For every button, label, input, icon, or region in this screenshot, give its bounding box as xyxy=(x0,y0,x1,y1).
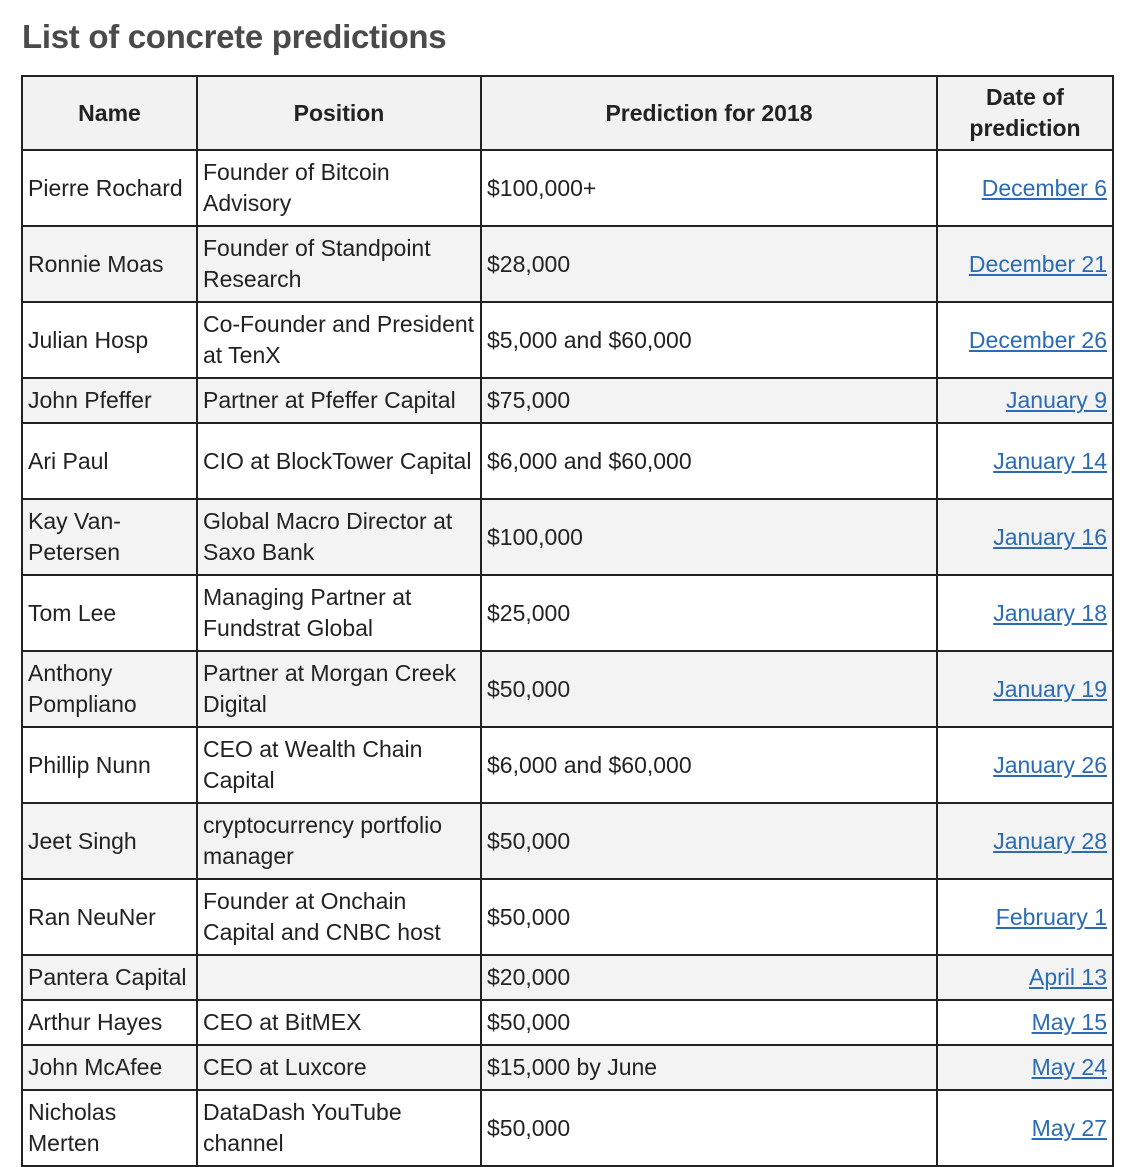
position-cell: Global Macro Director at Saxo Bank xyxy=(197,499,481,575)
date-link[interactable]: December 26 xyxy=(968,326,1107,353)
name-cell: Julian Hosp xyxy=(22,302,197,378)
date-link[interactable]: May 27 xyxy=(1031,1114,1107,1141)
prediction-cell: $6,000 and $60,000 xyxy=(481,727,937,803)
table-row xyxy=(22,423,1113,499)
date-link[interactable]: January 28 xyxy=(993,827,1107,854)
table-row xyxy=(22,302,1113,378)
date-link[interactable]: January 9 xyxy=(1005,387,1107,413)
position-cell: CEO at Wealth Chain Capital xyxy=(197,727,481,803)
name-cell: Pierre Rochard xyxy=(22,150,197,226)
name-cell: Pantera Capital xyxy=(22,955,197,1000)
date-link[interactable]: January 14 xyxy=(993,447,1107,474)
position-cell: Founder of Bitcoin Advisory xyxy=(197,150,481,226)
table-row xyxy=(22,575,1113,651)
name-cell: Anthony Pompliano xyxy=(22,651,197,727)
name-cell: Kay Van-Petersen xyxy=(22,499,197,575)
date-cell xyxy=(937,651,1113,727)
name-cell: Ran NeuNer xyxy=(22,879,197,955)
prediction-cell: $20,000 xyxy=(481,955,937,1000)
column-header-name: Name xyxy=(22,76,197,150)
position-cell: cryptocurrency portfolio manager xyxy=(197,803,481,879)
column-header-position: Position xyxy=(197,76,481,150)
position-cell: CEO at BitMEX xyxy=(197,1000,481,1045)
date-cell xyxy=(937,302,1113,378)
name-cell: John McAfee xyxy=(22,1045,197,1090)
prediction-cell: $28,000 xyxy=(481,226,937,302)
prediction-cell: $50,000 xyxy=(481,651,937,727)
date-cell xyxy=(937,378,1113,423)
position-cell xyxy=(197,955,481,1000)
position-cell: DataDash YouTube channel xyxy=(197,1090,481,1166)
position-cell: Founder at Onchain Capital and CNBC host xyxy=(197,879,481,955)
position-cell: Co-Founder and President at TenX xyxy=(197,302,481,378)
date-cell xyxy=(937,423,1113,499)
position-cell: Partner at Pfeffer Capital xyxy=(197,378,481,423)
prediction-cell: $5,000 and $60,000 xyxy=(481,302,937,378)
date-link[interactable]: May 15 xyxy=(1031,1009,1107,1035)
prediction-cell: $100,000+ xyxy=(481,150,937,226)
predictions-table xyxy=(21,75,1114,1167)
name-cell: Jeet Singh xyxy=(22,803,197,879)
table-row xyxy=(22,803,1113,879)
prediction-cell: $50,000 xyxy=(481,1090,937,1166)
page-title: List of concrete predictions xyxy=(22,18,447,55)
prediction-cell: $50,000 xyxy=(481,879,937,955)
table-row xyxy=(22,226,1113,302)
name-cell: John Pfeffer xyxy=(22,378,197,423)
date-cell xyxy=(937,499,1113,575)
date-link[interactable]: January 18 xyxy=(993,599,1107,626)
date-cell xyxy=(937,1000,1113,1045)
prediction-cell: $75,000 xyxy=(481,378,937,423)
prediction-cell: $25,000 xyxy=(481,575,937,651)
date-cell xyxy=(937,1090,1113,1166)
date-cell xyxy=(937,803,1113,879)
table-header-row xyxy=(22,76,1113,150)
date-link[interactable]: December 6 xyxy=(981,174,1107,201)
table-body xyxy=(22,150,1113,1166)
date-link[interactable]: December 21 xyxy=(968,250,1107,277)
position-cell: CIO at BlockTower Capital xyxy=(197,423,481,499)
prediction-cell: $100,000 xyxy=(481,499,937,575)
date-link[interactable]: January 26 xyxy=(993,751,1107,778)
name-cell: Nicholas Merten xyxy=(22,1090,197,1166)
name-cell: Phillip Nunn xyxy=(22,727,197,803)
name-cell: Tom Lee xyxy=(22,575,197,651)
table-row xyxy=(22,651,1113,727)
prediction-cell: $50,000 xyxy=(481,1000,937,1045)
table-row xyxy=(22,499,1113,575)
date-cell xyxy=(937,226,1113,302)
date-cell xyxy=(937,955,1113,1000)
date-cell xyxy=(937,1045,1113,1090)
position-cell: Managing Partner at Fundstrat Global xyxy=(197,575,481,651)
table-row xyxy=(22,150,1113,226)
date-cell xyxy=(937,879,1113,955)
table-row xyxy=(22,727,1113,803)
column-header-prediction: Prediction for 2018 xyxy=(481,76,937,150)
date-link[interactable]: May 24 xyxy=(1031,1054,1107,1080)
prediction-cell: $15,000 by June xyxy=(481,1045,937,1090)
table-row xyxy=(22,879,1113,955)
date-link[interactable]: February 1 xyxy=(995,903,1107,930)
name-cell: Arthur Hayes xyxy=(22,1000,197,1045)
position-cell: Founder of Standpoint Research xyxy=(197,226,481,302)
prediction-cell: $50,000 xyxy=(481,803,937,879)
name-cell: Ari Paul xyxy=(22,423,197,499)
date-link[interactable]: April 13 xyxy=(1029,964,1107,990)
prediction-cell: $6,000 and $60,000 xyxy=(481,423,937,499)
position-cell: Partner at Morgan Creek Digital xyxy=(197,651,481,727)
date-link[interactable]: January 19 xyxy=(993,675,1107,702)
column-header-date: Date of prediction xyxy=(937,76,1113,150)
date-cell xyxy=(937,150,1113,226)
table-row xyxy=(22,1045,1113,1090)
date-cell xyxy=(937,727,1113,803)
table-row xyxy=(22,955,1113,1000)
position-cell: CEO at Luxcore xyxy=(197,1045,481,1090)
name-cell: Ronnie Moas xyxy=(22,226,197,302)
table-row xyxy=(22,1090,1113,1166)
table-row xyxy=(22,378,1113,423)
table-row xyxy=(22,1000,1113,1045)
date-link[interactable]: January 16 xyxy=(993,523,1107,550)
date-cell xyxy=(937,575,1113,651)
